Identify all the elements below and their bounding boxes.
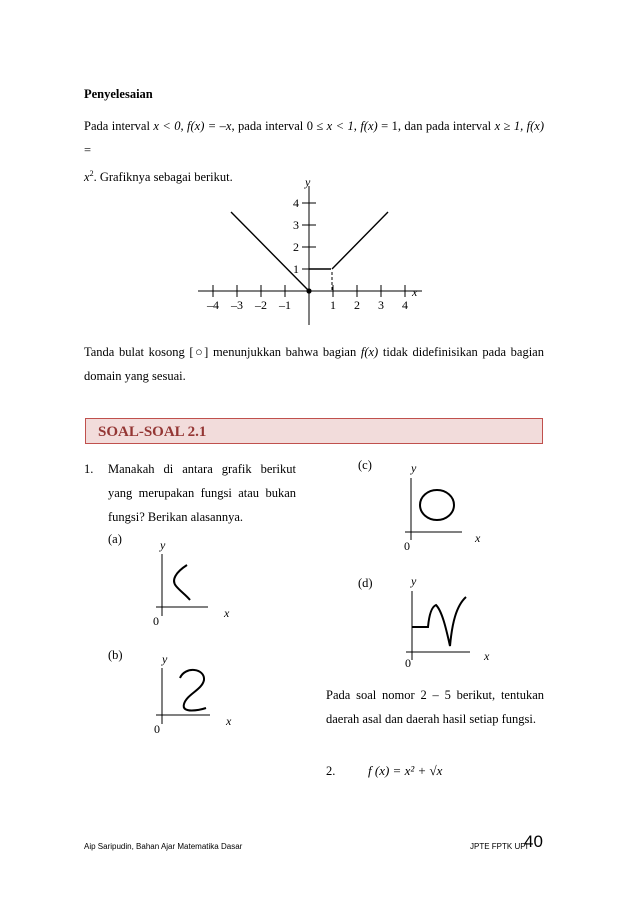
subgraph-label: (d) <box>358 576 373 590</box>
origin-label: 0 <box>405 656 411 670</box>
solution-paragraph: Pada interval x < 0, f(x) = –x, pada interval 0 ≤ x < 1, f(x) = 1, dan pada interval x ≥ 1, f(x) = $x^2$. Grafiknya sebagai berikut. <box>84 119 544 185</box>
question-text: Manakah di antara grafik berikut yang merupakan fungsi atau bukan fungsi? Berikan alasannya. <box>108 462 296 524</box>
subgraph-a <box>108 532 230 628</box>
x-tick-label: –1 <box>279 298 291 312</box>
question-number: 1. <box>84 462 94 476</box>
curve <box>412 597 466 646</box>
y-tick-label: 1 <box>293 262 299 276</box>
closed-curve <box>420 490 454 520</box>
question-intro: Pada soal nomor 2 – 5 berikut, tentukan daerah asal dan daerah hasil setiap fungsi. <box>326 688 544 726</box>
footer-institution: JPTE FPTK UPI <box>470 842 528 851</box>
x-tick-label: –2 <box>255 298 267 312</box>
subgraph-c <box>358 458 481 553</box>
x-axis-label: x <box>484 649 490 663</box>
y-axis-label: y <box>411 461 417 475</box>
footer-author: Aip Saripudin, Bahan Ajar Matematika Dasar <box>84 842 243 851</box>
x-axis-label: x <box>226 714 232 728</box>
subgraph-label: (b) <box>108 648 123 662</box>
x-tick-label: 4 <box>402 298 408 312</box>
y-axis-label: y <box>411 574 417 588</box>
note-paragraph: Tanda bulat kosong [○] menunjukkan bahwa bagian f(x) tidak didefinisikan pada bagian domain yang sesuai. <box>84 345 544 383</box>
curve <box>180 670 206 711</box>
x-tick-label: –4 <box>207 298 219 312</box>
x-axis-label: x <box>475 531 481 545</box>
y-axis-label: y <box>160 538 166 552</box>
y-tick-label: 4 <box>293 196 299 210</box>
function-formula: f (x) = x² + √x <box>368 763 443 778</box>
x-axis-label: x <box>412 285 418 299</box>
origin-label: 0 <box>154 722 160 736</box>
section-banner-title: SOAL-SOAL 2.1 <box>98 424 207 440</box>
y-axis-label: y <box>162 652 168 666</box>
y-tick-label: 3 <box>293 218 299 232</box>
page-number: 40 <box>524 832 543 851</box>
origin-label: 0 <box>153 614 159 628</box>
y-axis-label: y <box>305 175 311 189</box>
curve <box>174 565 190 600</box>
subgraph-b <box>108 648 232 736</box>
subgraph-label: (c) <box>358 458 372 472</box>
subgraph-label: (a) <box>108 532 122 546</box>
question-number: 2. <box>326 764 336 778</box>
x-tick-label: 2 <box>354 298 360 312</box>
section-heading: Penyelesaian <box>84 87 153 101</box>
x-tick-label: 1 <box>330 298 336 312</box>
x-axis-label: x <box>224 606 230 620</box>
subgraph-d <box>358 574 490 670</box>
origin-label: 0 <box>404 539 410 553</box>
y-tick-label: 2 <box>293 240 299 254</box>
x-tick-label: –3 <box>231 298 243 312</box>
x-tick-label: 3 <box>378 298 384 312</box>
